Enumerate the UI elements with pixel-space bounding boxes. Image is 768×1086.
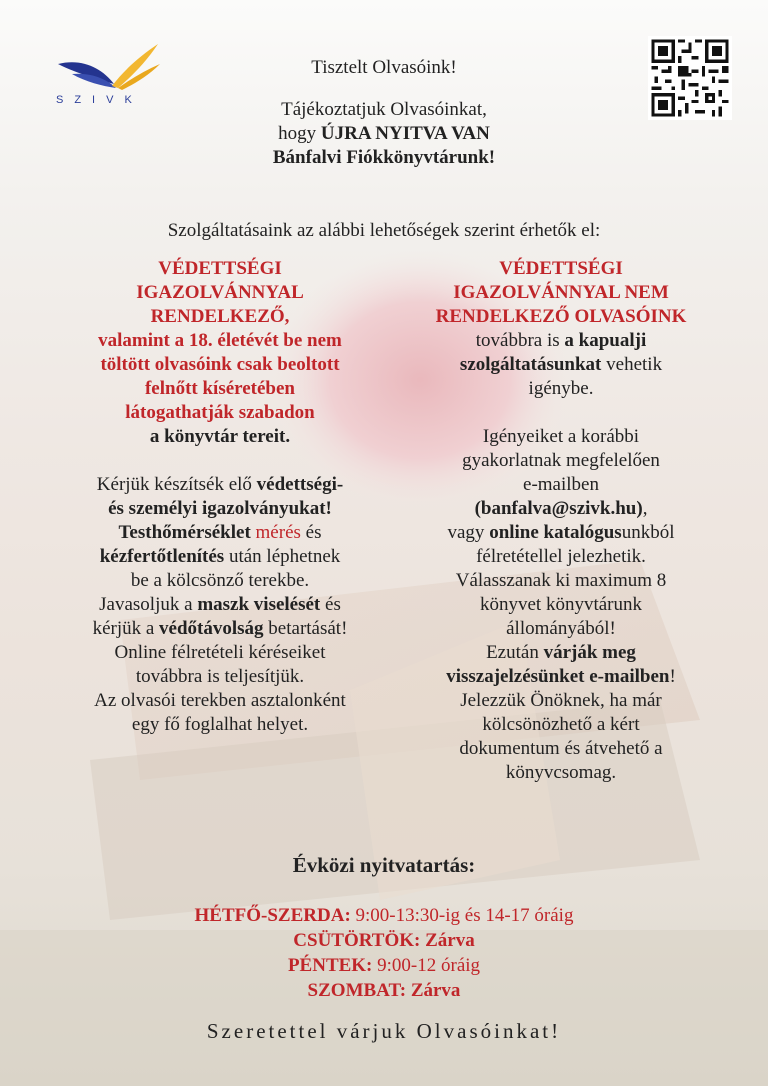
rules-text: Kérjük készítsék elő [96, 474, 257, 495]
hours-row [100, 928, 668, 953]
instr-text: Ezután [486, 642, 544, 663]
closing-message: Szeretettel várjuk Olvasóinkat! [206, 1019, 562, 1043]
rules-line-6 [40, 593, 400, 617]
right-line-3: igénybe. [528, 378, 594, 399]
left-heading-1: VÉDETTSÉGI [158, 258, 282, 279]
right-heading-2: IGAZOLVÁNNYAL NEM [453, 282, 669, 303]
hours-time: Zárva [420, 930, 475, 951]
left-rules [40, 473, 400, 737]
email-link[interactable]: (banfalva@szivk.hu) [474, 498, 643, 519]
right-text: vehetik [601, 354, 663, 375]
right-instructions [383, 425, 739, 785]
instr-line-1: Igényeiket a korábbi [482, 426, 640, 447]
rules-bold: kézfertőtlenítés [99, 546, 225, 567]
hours-row [100, 953, 668, 978]
services-intro: Szolgáltatásaink az alábbi lehetőségek szerint érhetők el: [167, 220, 601, 241]
left-column [40, 257, 400, 737]
instr-bold: visszajelzésünket e-mailben [446, 666, 670, 687]
right-line-2 [383, 353, 739, 377]
hours-time: Zárva [406, 980, 461, 1001]
instr-line-15: könyvcsomag. [505, 762, 617, 783]
rules-text: és [320, 594, 341, 615]
rules-text: és [300, 522, 322, 543]
instr-line-3: e-mailben [523, 474, 599, 495]
right-column [383, 257, 739, 785]
instr-line-9: állományából! [506, 618, 616, 639]
right-heading-3: RENDELKEZŐ OLVASÓINK [435, 306, 687, 327]
rules-line-1 [40, 473, 400, 497]
left-red-line-3: felnőtt kíséretében [144, 378, 296, 399]
right-heading-1: VÉDETTSÉGI [499, 258, 623, 279]
announcement-header [200, 56, 568, 170]
rules-bold: maszk viselését [197, 594, 321, 615]
left-heading-2: IGAZOLVÁNNYAL [136, 282, 304, 303]
right-line-1 [383, 329, 739, 353]
right-bold: szolgáltatásunkat [459, 354, 602, 375]
hours-time: 9:00-12 óráig [372, 955, 481, 976]
instr-text: , [642, 498, 648, 519]
rules-line-4 [40, 545, 400, 569]
rules-bold: Testhőmérséklet [118, 522, 251, 543]
instr-line-10 [383, 641, 739, 665]
instr-line-6: félretétellel jelezhetik. [476, 546, 646, 567]
left-red-line-4: látogathatják szabadon [125, 402, 315, 423]
rules-line-10: Az olvasói terekben asztalonként [94, 690, 346, 711]
rules-red: mérés [250, 522, 301, 543]
qr-code[interactable] [648, 36, 732, 120]
reopened-notice: ÚJRA NYITVA VAN [320, 123, 490, 144]
hours-time: 9:00-13:30-ig és 14-17 óráig [350, 905, 574, 926]
right-bold: a kapualji [564, 330, 647, 351]
rules-line-3 [40, 521, 400, 545]
hours-day: PÉNTEK: [287, 955, 373, 976]
instr-line-14: dokumentum és átvehető a [459, 738, 663, 759]
rules-text: után léphetnek [224, 546, 341, 567]
instr-text: vagy [447, 522, 490, 543]
instr-line-12: Jelezzük Önöknek, ha már [460, 690, 662, 711]
rules-text: Javasoljuk a [99, 594, 198, 615]
logo-text: SZIVK [56, 94, 143, 106]
hours-day: SZOMBAT: [307, 980, 407, 1001]
hours-row [100, 903, 668, 928]
instr-line-5 [383, 521, 739, 545]
instr-line-4 [383, 497, 739, 521]
instr-line-7: Válasszanak ki maximum 8 [455, 570, 667, 591]
header-line-1: Tájékoztatjuk Olvasóinkat, [281, 99, 487, 120]
hours-day: HÉTFŐ-SZERDA: [194, 905, 351, 926]
instr-line-2: gyakorlatnak megfelelően [462, 450, 660, 471]
rules-line-8: Online félretételi kéréseiket [114, 642, 326, 663]
instr-line-11 [383, 665, 739, 689]
rules-line-9: továbbra is teljesítjük. [135, 666, 305, 687]
rules-bold: védőtávolság [159, 618, 264, 639]
instr-line-13: kölcsönözhető a kért [482, 714, 640, 735]
rules-line-11: egy fő foglalhat helyet. [131, 714, 309, 735]
opening-hours-title: Évközi nyitvatartás: [292, 853, 476, 877]
instr-text: ! [669, 666, 676, 687]
left-last-line: a könyvtár tereit. [149, 426, 291, 447]
left-red-line-1: valamint a 18. életévét be nem [98, 330, 342, 351]
instr-bold: várják meg [543, 642, 636, 663]
rules-line-7 [40, 617, 400, 641]
opening-hours [100, 903, 668, 1003]
rules-bold: védettségi- [256, 474, 344, 495]
greeting: Tisztelt Olvasóink! [311, 57, 457, 78]
rules-text: kérjük a [92, 618, 160, 639]
rules-line-5: be a kölcsönző terekbe. [130, 570, 310, 591]
header-line-2 [200, 122, 568, 146]
szivk-logo [52, 40, 164, 110]
header-line-2-text: hogy [278, 123, 321, 144]
book-wing-icon [52, 40, 164, 100]
left-heading-3: RENDELKEZŐ, [150, 306, 290, 327]
online-catalog-link[interactable]: online katalógus [489, 522, 622, 543]
right-text: továbbra is [475, 330, 565, 351]
instr-text: unkból [621, 522, 675, 543]
hours-row [100, 978, 668, 1003]
instr-line-8: könyvet könyvtárunk [479, 594, 642, 615]
hours-day: CSÜTÖRTÖK: [293, 930, 421, 951]
branch-name: Bánfalvi Fiókkönyvtárunk! [272, 147, 496, 168]
rules-line-2: és személyi igazolványukat! [108, 498, 332, 519]
rules-text: betartását! [263, 618, 348, 639]
left-red-line-2: töltött olvasóink csak beoltott [100, 354, 340, 375]
